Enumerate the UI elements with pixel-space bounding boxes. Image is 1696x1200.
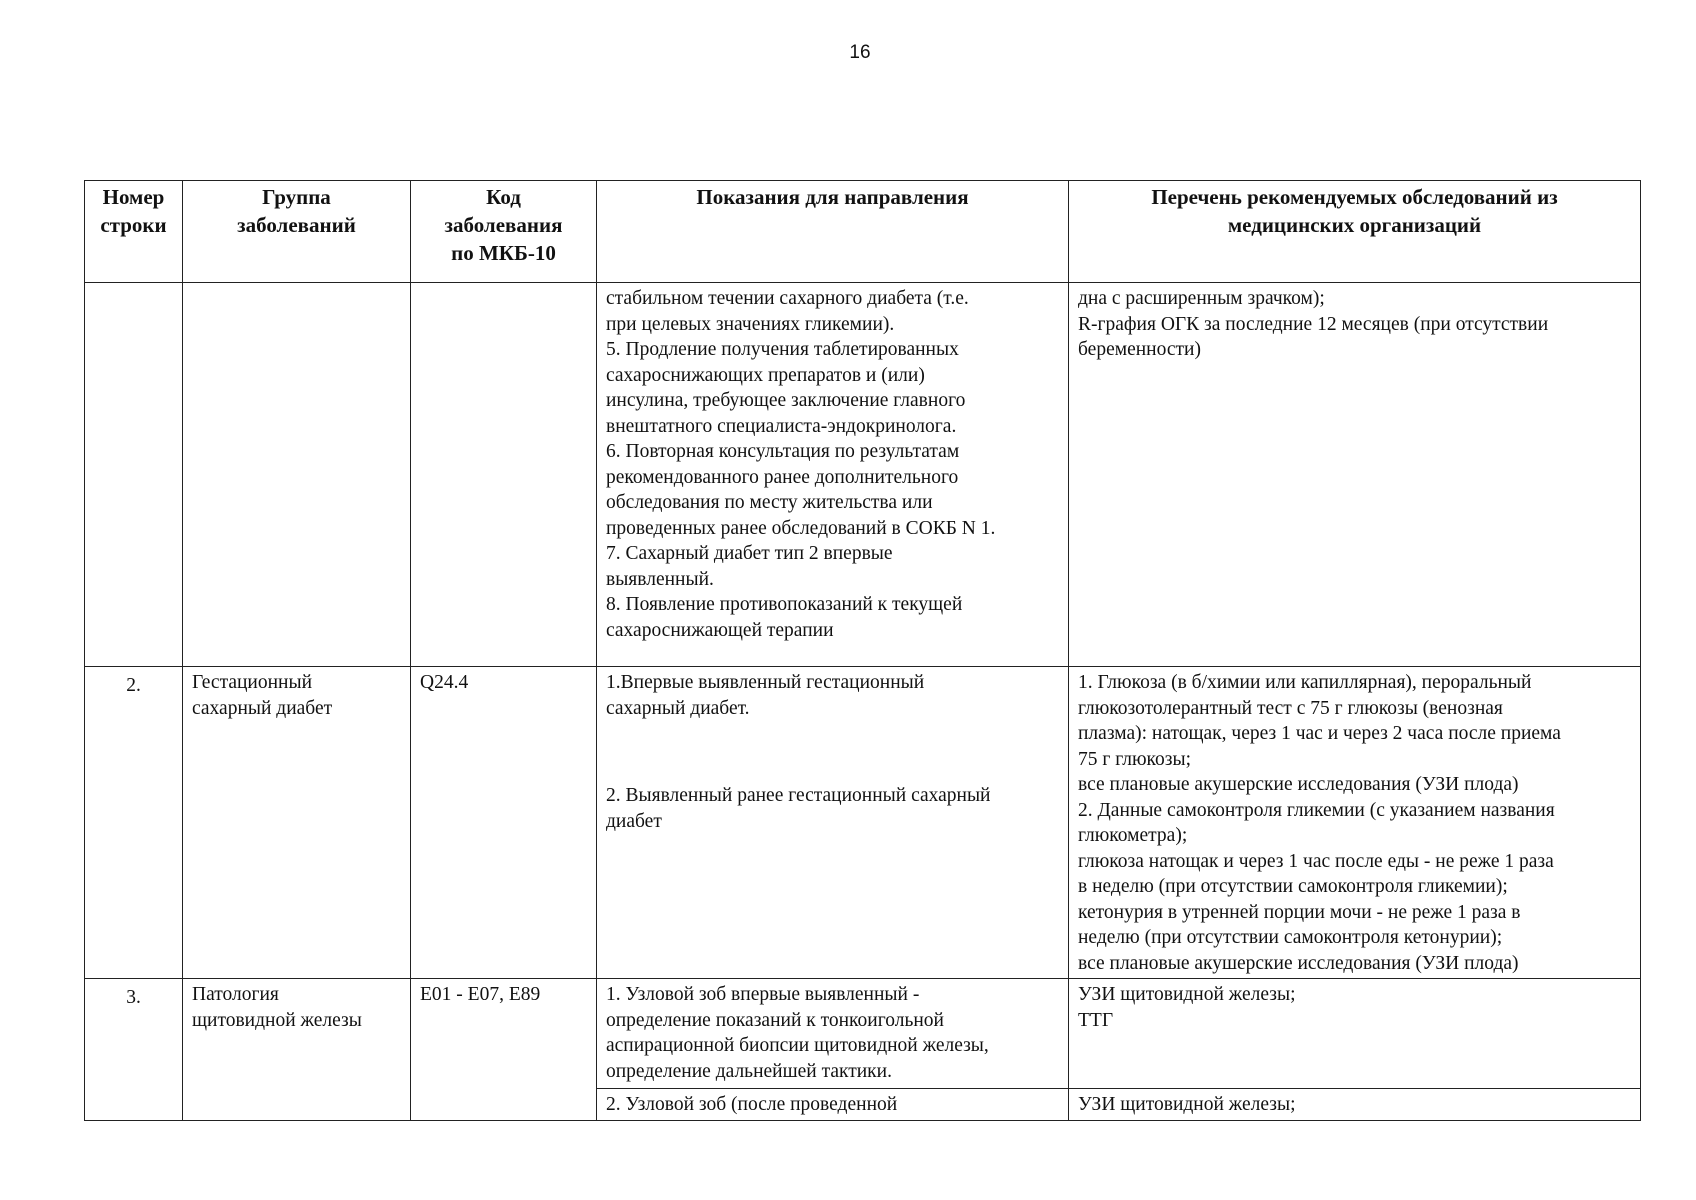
cell-indications: 1.Впервые выявленный гестационный сахарный диабет. 2. Выявленный ранее гестационный сахарный диабет: [597, 667, 1069, 979]
cell-code: [411, 283, 597, 667]
cell-group: [183, 283, 411, 667]
cell-indications: 2. Узловой зоб (после проведенной: [597, 1089, 1069, 1121]
table-header-row: [85, 181, 1641, 283]
referral-table: [84, 180, 1641, 1121]
cell-group: Гестационный сахарный диабет: [183, 667, 411, 979]
cell-row-number: [85, 283, 183, 667]
table-row-2: [85, 667, 1641, 979]
header-code: Код заболевания по МКБ-10: [411, 181, 597, 283]
header-indications: Показания для направления: [597, 181, 1069, 283]
cell-examinations: дна с расширенным зрачком); R-графия ОГК за последние 12 месяцев (при отсутствии беременности): [1069, 283, 1641, 667]
cell-row-number: 3.: [85, 979, 183, 1121]
header-examinations: Перечень рекомендуемых обследований из медицинских организаций: [1069, 181, 1641, 283]
cell-group: Патология щитовидной железы: [183, 979, 411, 1121]
header-group: Группа заболеваний: [183, 181, 411, 283]
table-row-3: [85, 979, 1641, 1089]
cell-row-number: 2.: [85, 667, 183, 979]
header-row-number: Номер строки: [85, 181, 183, 283]
cell-indications: 1. Узловой зоб впервые выявленный - определение показаний к тонкоигольной аспирационной биопсии щитовидной железы, определение дальнейшей тактики.: [597, 979, 1069, 1089]
cell-examinations: 1. Глюкоза (в б/химии или капиллярная), пероральный глюкозотолерантный тест с 75 г глюкозы (венозная плазма): натощак, через 1 час и через 2 часа после приема 75 г глюкозы; все плановые акушерские исследования (УЗИ плода) 2. Данные самоконтроля гликемии (с указанием названия глюкометра); глюкоза натощак и через 1 час после еды - не реже 1 раза в неделю (при отсутствии самоконтроля гликемии); кетонурия в утренней порции мочи - не реже 1 раза в неделю (при отсутствии самоконтроля кетонурии); все плановые акушерские исследования (УЗИ плода): [1069, 667, 1641, 979]
cell-indications: стабильном течении сахарного диабета (т.е. при целевых значениях гликемии). 5. Продление получения таблетированных сахароснижающих препаратов и (или) инсулина, требующее заключение главного внештатного специалиста-эндокринолога. 6. Повторная консультация по результатам рекомендованного ранее дополнительного обследования по месту жительства или проведенных ранее обследований в СОКБ N 1. 7. Сахарный диабет тип 2 впервые выявленный. 8. Появление противопоказаний к текущей сахароснижающей терапии: [597, 283, 1069, 667]
cell-examinations: УЗИ щитовидной железы;: [1069, 1089, 1641, 1121]
cell-code: E01 - E07, E89: [411, 979, 597, 1121]
page-number: 16: [849, 42, 871, 63]
cell-examinations: УЗИ щитовидной железы; ТТГ: [1069, 979, 1641, 1089]
table-row-continued: [85, 283, 1641, 667]
cell-code: Q24.4: [411, 667, 597, 979]
